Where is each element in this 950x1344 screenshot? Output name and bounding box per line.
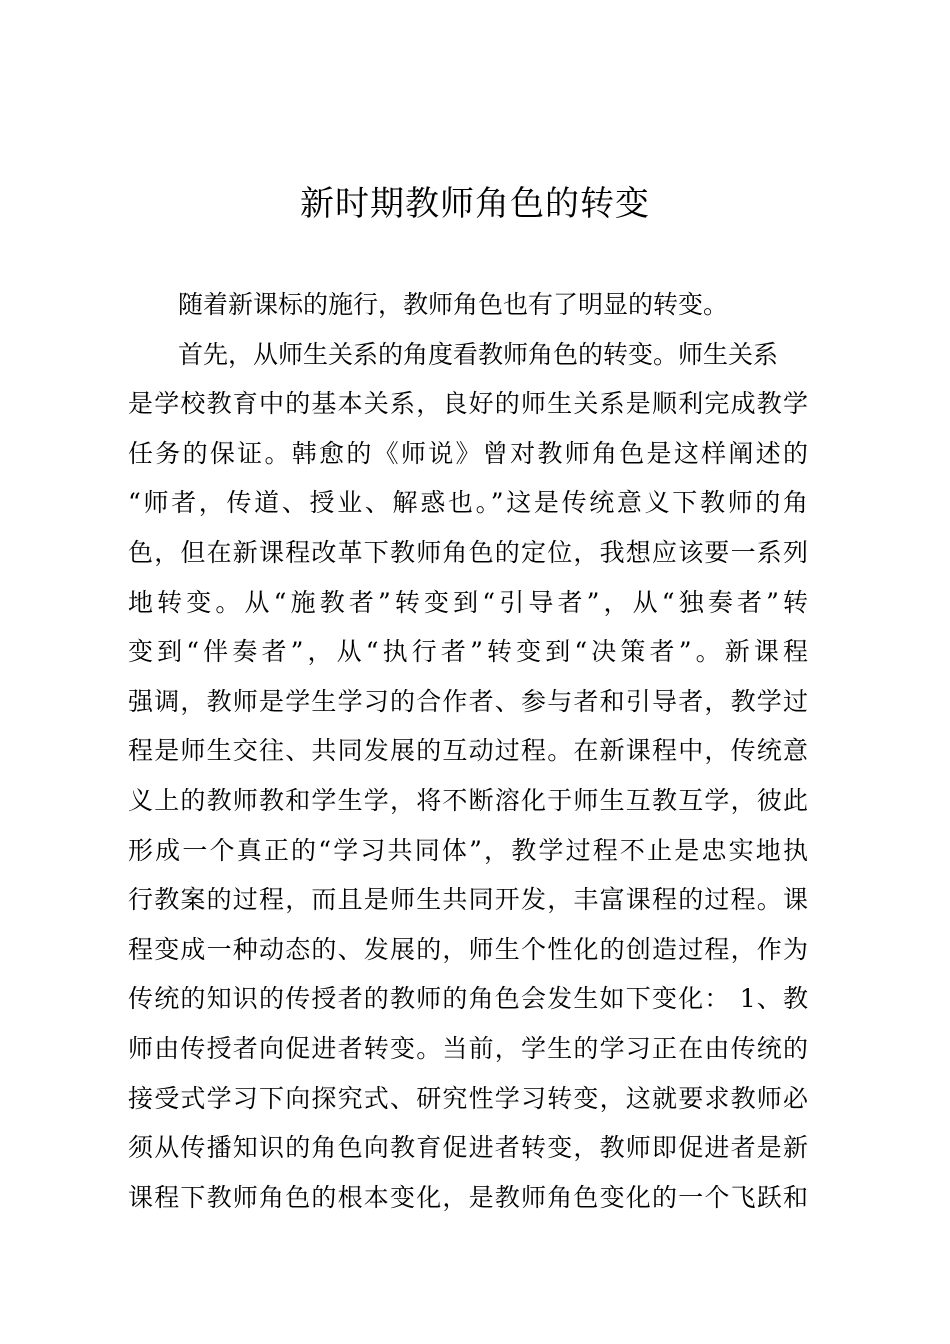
paragraph-1-line: 随着新课标的施行，教师角色也有了明显的转变。 bbox=[178, 290, 729, 319]
paragraph-line: 行教案的过程，而且是师生共同开发，丰富课程的过程。课 bbox=[128, 885, 808, 915]
paragraph-line: 义上的教师教和学生学，将不断溶化于师生互教互学，彼此 bbox=[128, 785, 808, 815]
document-body bbox=[128, 280, 808, 1222]
paragraph-line: 形成一个真正的“学习共同体”，教学过程不止是忠实地执 bbox=[128, 835, 808, 865]
paragraph-line: 地转变。从“施教者”转变到“引导者”，从“独奏者”转 bbox=[128, 587, 808, 617]
paragraph-line: 任务的保证。韩愈的《师说》曾对教师角色是这样阐述的 bbox=[128, 438, 808, 468]
paragraph-line: 传统的知识的传授者的教师的角色会发生如下变化： 1、教 bbox=[128, 984, 808, 1014]
paragraph-line: 强调，教师是学生学习的合作者、参与者和引导者，教学过 bbox=[128, 686, 808, 716]
paragraph-line: 须从传播知识的角色向教育促进者转变，教师即促进者是新 bbox=[128, 1133, 808, 1163]
paragraph-line: 接受式学习下向探究式、研究性学习转变，这就要求教师必 bbox=[128, 1083, 808, 1113]
paragraph-2-first-line: 首先，从师生关系的角度看教师角色的转变。师生关系 bbox=[178, 339, 779, 369]
paragraph-line: 色，但在新课程改革下教师角色的定位，我想应该要一系列 bbox=[128, 537, 808, 567]
paragraph-line: 程是师生交往、共同发展的互动过程。在新课程中，传统意 bbox=[128, 736, 808, 766]
paragraph-line: “师者，传道、授业、解惑也。”这是传统意义下教师的角 bbox=[128, 488, 808, 518]
paragraph-line: 是学校教育中的基本关系，良好的师生关系是顺利完成教学 bbox=[128, 389, 808, 419]
paragraph-line: 师由传授者向促进者转变。当前，学生的学习正在由传统的 bbox=[128, 1033, 808, 1063]
paragraph-line: 程变成一种动态的、发展的，师生个性化的创造过程，作为 bbox=[128, 934, 808, 964]
paragraph-line: 变到“伴奏者”，从“执行者”转变到“决策者”。新课程 bbox=[128, 637, 808, 667]
paragraph-line: 课程下教师角色的根本变化，是教师角色变化的一个飞跃和 bbox=[128, 1182, 808, 1212]
document-title: 新时期教师角色的转变 bbox=[300, 184, 650, 224]
